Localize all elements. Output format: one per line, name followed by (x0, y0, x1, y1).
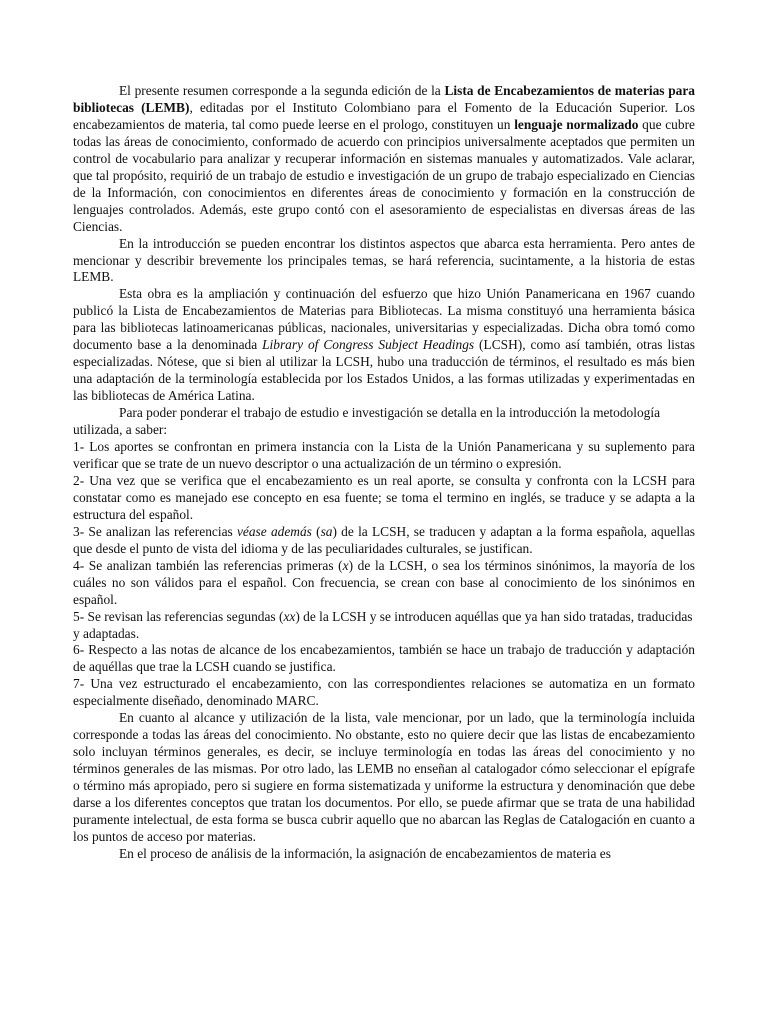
list-item-3 (73, 524, 695, 558)
list-item-2: 2- Una vez que se verifica que el encabezamiento es un real aporte, se consulta y confronta con la LCSH para constatar como es manejado ese concepto en esa fuente; se toma el termino en inglés, se traduce y se adapta a la estructura del español. (73, 472, 695, 522)
list-item-7: 7- Una vez estructurado el encabezamiento, con las correspondientes relaciones se automatiza en un formato especialmente diseñado, denominado MARC. (73, 676, 695, 709)
italic-term: véase además (236, 523, 312, 539)
text-run: El presente resumen corresponde a la segunda edición de la (119, 83, 445, 98)
paragraph-introduction-aspects: En la introducción se pueden encontrar los distintos aspectos que abarca esta herramienta. Pero antes de mencionar y describir brevemente los principales temas, se hará referencia, sucintamente, a la historia de estas LEMB. (73, 235, 695, 285)
text-run: , editadas por el Instituto Colombiano para el Fomento de la Educación Superior. Los encabezamientos de materia, tal como puede leerse en el prologo, constituyen un (73, 99, 695, 132)
document-page (73, 83, 695, 863)
text-run: 4- Se analizan también las referencias primeras ( (73, 557, 343, 573)
text-run: 5- Se revisan las referencias segundas ( (73, 608, 284, 624)
text-run: ) de la LCSH, se traducen y adaptan a la forma española, aquellas que desde el punto de vista del idioma y de las peculiaridades culturales, se justifican. (73, 523, 695, 556)
paragraph-scope: En cuanto al alcance y utilización de la lista, vale mencionar, por un lado, que la terminología incluida corresponde a todas las áreas del conocimiento. No obstante, esto no quiere decir que las listas de encabezamiento solo incluyan términos generales, es decir, se incluye terminología en todas las áreas del conocimiento y no términos generales de las mismas. Por otro lado, las LEMB no enseñan al catalogador cómo seleccionar el epígrafe o término más apropiado, pero si sugiere en forma sistematizada y uniforme la estructura y denominación que debe darse a los diferentes conceptos que tratan los documentos. Por ello, se puede afirmar que se trata de una habilidad puramente intelectual, de esta forma se busca cubrir aquello que no abarcan las Reglas de Catalogación en cuanto a los puntos de acceso por materias. (73, 710, 695, 844)
text-run: ) de la LCSH y se introducen aquéllas que ya han sido tratadas, traducidas y adaptadas. (73, 608, 693, 641)
paragraph-intro (73, 83, 695, 236)
paragraph-methodology: Para poder ponderar el trabajo de estudio e investigación se detalla en la introducción la metodología utilizada, a saber: (73, 405, 661, 438)
list-item-1: 1- Los aportes se confrontan en primera instancia con la Lista de la Unión Panamericana y su suplemento para verificar que se trate de un nuevo descriptor o una actualización de un término o expresión. (73, 439, 695, 471)
italic-title-lcsh: Library of Congress Subject Headings (262, 337, 475, 353)
italic-term: x (342, 557, 349, 573)
list-item-6: 6- Respecto a las notas de alcance de los encabezamientos, también se hace un trabajo de traducción y adaptación de aquéllas que trae la LCSH cuando se justifica. (73, 642, 695, 675)
italic-term: sa (320, 523, 333, 539)
text-run: 3- Se analizan las referencias (73, 523, 237, 539)
paragraph-analysis: En el proceso de análisis de la información, la asignación de encabezamientos de materia es (119, 845, 611, 861)
list-item-4 (73, 558, 695, 609)
text-run: Esta obra es la ampliación y continuación del esfuerzo que hizo Unión Panamericana en 1967 cuando publicó la Lista de Encabezamientos de Materias para Bibliotecas. La misma constituyó una herramienta básica para las bibliotecas latinoamericanas públicas, nacionales, universitarias y especializadas. Dicha obra tomó como documento base a la denominada (73, 286, 695, 353)
text-run: (LCSH), como así también, otras listas especializadas. Nótese, que si bien al utilizar la LCSH, hubo una traducción de términos, el resultado es más bien una adaptación de la terminología establecida por los Estados Unidos, a las formas utilizadas y experimentadas en las bibliotecas de América Latina. (73, 337, 695, 404)
bold-title-lemb: Lista de Encabezamientos de materias para bibliotecas (LEMB) (73, 83, 695, 115)
text-run: ) de la LCSH, o sea los términos sinónimos, la mayoría de los cuáles no son válidos para el español. Con frecuencia, se crean con base al conocimiento de los sinónimos en español. (73, 557, 696, 607)
text-run: ( (311, 523, 321, 539)
paragraph-history (73, 286, 695, 405)
text-run: que cubre todas las áreas de conocimiento, conformado de acuerdo con principios universalmente aceptados que permiten un control de vocabulario para analizar y recuperar información en sistemas manuales y automatizados. Vale aclarar, que tal propósito, requirió de un trabajo de estudio e investigación de un grupo de trabajo especializado en Ciencias de la Información, con conocimientos en diferentes áreas de conocimiento y formación en la construcción de lenguajes controlados. Además, este grupo contó con el asesoramiento de especialistas en diversas áreas de las Ciencias. (73, 116, 695, 234)
italic-term: xx (283, 608, 296, 624)
bold-term: lenguaje normalizado (514, 116, 639, 132)
list-item-5 (73, 609, 695, 643)
